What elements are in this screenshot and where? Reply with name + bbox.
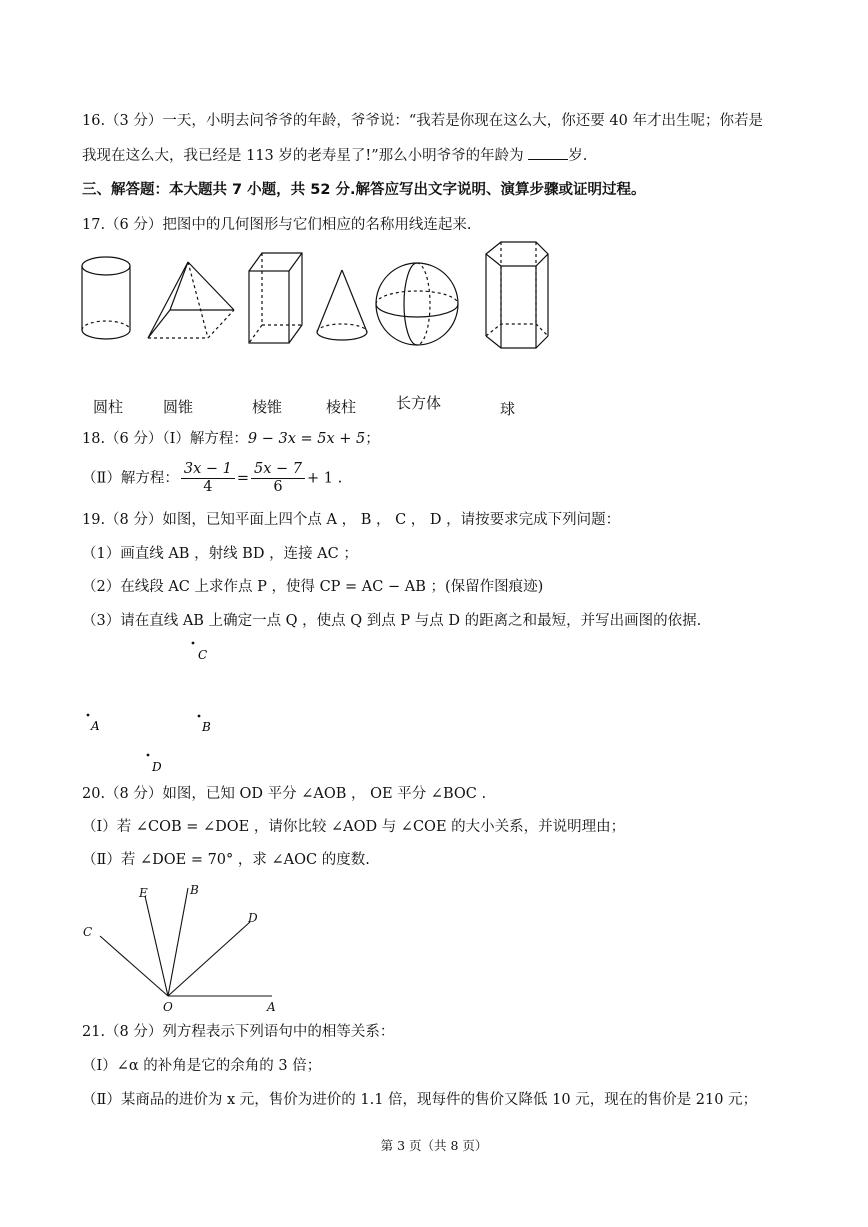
answer-blank xyxy=(528,147,568,160)
point-b xyxy=(198,715,211,734)
label-cuboid: 长方体 xyxy=(396,394,442,412)
q16-line1: 16.（3 分）一天，小明去问爷爷的年龄，爷爷说：“我若是你现在这么大，你还要 40 年才出生呢；你若是 xyxy=(82,113,763,129)
q21-line2: （Ⅰ）∠α 的补角是它的余角的 3 倍； xyxy=(82,1058,322,1074)
q18-line2 xyxy=(82,461,342,496)
point-c xyxy=(192,642,208,662)
cylinder-figure xyxy=(82,257,130,339)
q18-line1 xyxy=(82,430,380,448)
label-cylinder: 圆柱 xyxy=(93,398,124,416)
cuboid-figure xyxy=(249,253,302,343)
label-e: E xyxy=(139,886,148,900)
svg-text:D: D xyxy=(152,760,162,774)
fraction-2 xyxy=(251,461,305,496)
q20-line3: （Ⅱ）若 ∠DOE = 70° ，求 ∠AOC 的度数. xyxy=(82,852,370,868)
label-cone: 圆锥 xyxy=(163,398,194,416)
q21-line3: （Ⅱ）某商品的进价为 x 元，售价为进价的 1.1 倍，现每件的售价又降低 10 元，现在的售价是 210 元； xyxy=(82,1092,758,1108)
page-footer: 第 3 页（共 8 页） xyxy=(380,1138,488,1153)
q18-line2-tail: + 1 . xyxy=(307,470,343,487)
q19-line2: （1）画直线 AB ，射线 BD ，连接 AC ； xyxy=(82,546,358,562)
label-pyramid: 棱锥 xyxy=(252,398,283,416)
q18-equation1: 9 − 3x = 5x + 5 xyxy=(247,431,366,447)
q19-line1: 19.（8 分）如图，已知平面上四个点 A ， B ， C ， D ，请按要求完成下列问题： xyxy=(82,512,621,528)
label-o: O xyxy=(163,1000,173,1014)
angle-figure xyxy=(80,880,290,1015)
point-a xyxy=(87,714,100,733)
section-heading: 三、解答题：本大题共 7 小题，共 52 分.解答应写出文字说明、演算步骤或证明过程。 xyxy=(82,182,646,198)
pyramid-figure xyxy=(148,262,234,338)
q19-line4: （3）请在直线 AB 上确定一点 Q ，使点 Q 到点 P 与点 D 的距离之和最短，并写出画图的依据. xyxy=(82,613,702,629)
q17-text: 17.（6 分）把图中的几何图形与它们相应的名称用线连起来. xyxy=(82,217,472,233)
q18-line2-prefix: （Ⅱ）解方程： xyxy=(82,470,179,487)
q16-line2 xyxy=(82,147,587,165)
sphere-figure xyxy=(376,263,458,345)
hexagonal-prism-figure xyxy=(486,242,548,348)
fraction-2-denominator: 6 xyxy=(273,479,283,495)
equals-sign: = xyxy=(236,470,250,487)
svg-text:A: A xyxy=(91,719,100,733)
geometry-figures xyxy=(76,240,556,368)
point-d xyxy=(147,754,162,774)
fraction-1-numerator: 3x − 1 xyxy=(181,461,235,479)
label-prism: 棱柱 xyxy=(326,398,357,416)
fraction-1 xyxy=(181,461,235,496)
label-a: A xyxy=(267,1000,276,1014)
cone-figure xyxy=(317,270,367,340)
label-b: B xyxy=(190,883,199,897)
q21-line1: 21.（8 分）列方程表示下列语句中的相等关系： xyxy=(82,1024,395,1040)
q16-line2-text: 我现在这么大，我已经是 113 岁的老寿星了!”那么小明爷爷的年龄为 xyxy=(82,148,524,164)
label-c: C xyxy=(83,925,93,939)
label-sphere: 球 xyxy=(500,400,516,418)
q18-line1-end: ； xyxy=(365,431,380,447)
svg-text:B: B xyxy=(202,720,211,734)
q18-prefix: 18.（6 分）（Ⅰ）解方程： xyxy=(82,431,248,447)
q16-line2-end: 岁. xyxy=(568,148,588,164)
q19-line3: （2）在线段 AC 上求作点 P ，使得 CP = AC − AB ；(保留作图痕迹) xyxy=(82,579,544,595)
svg-text:C: C xyxy=(198,648,208,662)
fraction-2-numerator: 5x − 7 xyxy=(251,461,305,479)
points-figure xyxy=(80,636,220,776)
q20-line1: 20.（8 分）如图，已知 OD 平分 ∠AOB ， OE 平分 ∠BOC . xyxy=(82,786,487,802)
label-d: D xyxy=(248,911,258,925)
fraction-1-denominator: 4 xyxy=(203,479,213,495)
q20-line2: （Ⅰ）若 ∠COB = ∠DOE ，请你比较 ∠AOD 与 ∠COE 的大小关系，并说明理由； xyxy=(82,819,626,835)
